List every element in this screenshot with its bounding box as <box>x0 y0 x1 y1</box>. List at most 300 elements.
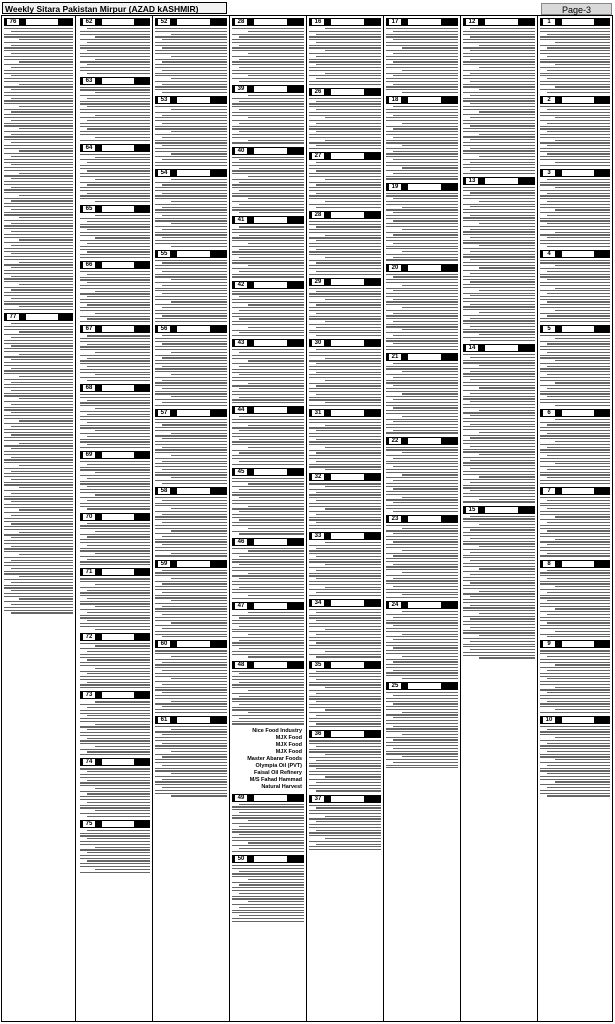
text-line <box>547 223 610 224</box>
text-line <box>540 466 610 467</box>
text-line <box>232 570 304 571</box>
text-line <box>87 659 150 660</box>
text-line <box>239 352 304 353</box>
text-line <box>540 712 610 713</box>
text-line <box>540 427 610 428</box>
notice-number: 39 <box>234 85 248 93</box>
text-line <box>232 394 304 395</box>
notice-bar-window <box>254 217 287 223</box>
text-line <box>87 436 150 437</box>
text-line <box>555 140 610 141</box>
text-line <box>393 564 458 565</box>
notice-number-bar <box>155 18 227 26</box>
text-line <box>386 759 458 760</box>
text-line <box>11 568 73 569</box>
text-line <box>547 123 610 124</box>
text-line <box>80 39 150 40</box>
text-line <box>4 445 73 446</box>
notice-bar-window <box>177 251 210 257</box>
text-line <box>155 625 227 626</box>
text-line <box>80 34 150 35</box>
text-line <box>386 201 458 202</box>
text-line <box>232 358 304 359</box>
text-line <box>4 248 73 249</box>
food-company-name: Olympia Oil (PVT) <box>255 762 302 769</box>
text-line <box>386 767 458 768</box>
text-line <box>248 95 304 96</box>
text-line <box>239 907 304 908</box>
legal-notice <box>80 77 150 141</box>
text-line <box>540 583 610 584</box>
text-line <box>393 458 458 459</box>
legal-notice <box>540 96 610 166</box>
text-line <box>232 262 304 263</box>
notice-number: 47 <box>234 602 248 610</box>
text-line <box>463 61 535 62</box>
notice-number: 62 <box>82 18 96 26</box>
text-line <box>386 455 458 456</box>
text-line <box>386 553 458 554</box>
notice-number-bar <box>80 384 150 392</box>
text-line <box>540 667 610 668</box>
notice-bar-window <box>408 354 441 360</box>
notice-bar-window <box>562 326 594 332</box>
legal-notice <box>232 468 304 535</box>
text-line <box>309 399 381 400</box>
notice-number: 6 <box>542 409 556 417</box>
text-line <box>11 382 73 383</box>
text-line <box>155 617 227 618</box>
newspaper-title: Weekly Sitara Pakistan Mirpur (AZAD kASHMIR) <box>2 2 227 14</box>
text-line <box>4 596 73 597</box>
text-line <box>309 137 381 138</box>
text-line <box>171 701 227 702</box>
text-line <box>232 237 304 238</box>
text-line <box>386 81 458 82</box>
text-line <box>402 712 458 713</box>
notice-number: 73 <box>82 691 96 699</box>
legal-notice <box>386 96 458 180</box>
text-line <box>386 405 458 406</box>
text-line <box>155 318 227 319</box>
text-line <box>171 109 227 110</box>
text-line <box>479 223 535 224</box>
text-line <box>155 781 227 782</box>
text-line <box>232 134 304 135</box>
text-line <box>80 87 150 88</box>
text-line <box>4 78 73 79</box>
text-line <box>386 539 458 540</box>
text-line <box>386 326 458 327</box>
text-line <box>239 332 304 333</box>
text-line <box>540 357 610 358</box>
text-line <box>232 503 304 504</box>
text-line <box>80 556 150 557</box>
text-line <box>540 156 610 157</box>
text-line <box>540 756 610 757</box>
text-line <box>463 474 535 475</box>
text-line <box>232 385 304 386</box>
text-line <box>386 645 458 646</box>
text-line <box>232 514 304 515</box>
text-line <box>87 620 150 621</box>
text-line <box>87 598 150 599</box>
text-line <box>239 564 304 565</box>
text-line <box>386 226 458 227</box>
text-line <box>232 684 304 685</box>
text-line <box>232 910 304 911</box>
text-line <box>155 321 227 322</box>
text-line <box>155 555 227 556</box>
text-line <box>80 863 150 864</box>
text-line <box>4 507 73 508</box>
notice-bar-window <box>562 488 594 494</box>
text-line <box>540 268 610 269</box>
text-line <box>316 184 381 185</box>
text-line <box>80 187 150 188</box>
text-line <box>386 731 458 732</box>
text-line <box>470 229 535 230</box>
text-line <box>232 78 304 79</box>
text-line <box>80 45 150 46</box>
text-line <box>463 109 535 110</box>
text-line <box>19 331 73 332</box>
notice-number: 75 <box>82 820 96 828</box>
text-line <box>309 506 381 507</box>
text-line <box>11 323 73 324</box>
text-line <box>386 575 458 576</box>
text-line <box>4 571 73 572</box>
text-line <box>316 56 381 57</box>
text-line <box>95 92 150 93</box>
text-line <box>393 53 458 54</box>
text-line <box>470 574 535 575</box>
text-line <box>463 39 535 40</box>
text-line <box>4 170 73 171</box>
text-line <box>540 165 610 166</box>
text-line <box>393 407 458 408</box>
text-line <box>11 337 73 338</box>
text-line <box>155 382 227 383</box>
text-line <box>309 682 381 683</box>
text-line <box>386 78 458 79</box>
text-line <box>479 245 535 246</box>
text-line <box>309 176 381 177</box>
notice-number-bar <box>309 730 381 738</box>
text-line <box>316 162 381 163</box>
text-line <box>232 637 304 638</box>
text-line <box>87 793 150 794</box>
text-line <box>11 404 73 405</box>
text-line <box>4 198 73 199</box>
text-line <box>316 522 381 523</box>
text-line <box>386 193 458 194</box>
notice-number-bar <box>309 339 381 347</box>
text-line <box>393 639 458 640</box>
text-line <box>155 355 227 356</box>
notice-bar-window <box>254 603 287 609</box>
text-line <box>248 528 304 529</box>
text-line <box>248 140 304 141</box>
text-line <box>155 232 227 233</box>
text-line <box>232 615 304 616</box>
text-line <box>393 647 458 648</box>
text-line <box>402 594 458 595</box>
text-line <box>80 405 150 406</box>
text-line <box>232 508 304 509</box>
text-line <box>463 53 535 54</box>
text-line <box>155 134 227 135</box>
legal-notice <box>4 18 73 310</box>
text-line <box>248 820 304 821</box>
text-line <box>309 497 381 498</box>
text-line <box>555 664 610 665</box>
text-line <box>248 483 304 484</box>
text-line <box>171 795 227 796</box>
notice-bar-window <box>177 717 210 723</box>
text-line <box>4 326 73 327</box>
text-line <box>11 253 73 254</box>
text-line <box>540 768 610 769</box>
text-line <box>95 788 150 789</box>
text-line <box>4 362 73 363</box>
notice-number: 24 <box>388 601 402 609</box>
notice-bar-window <box>102 385 134 391</box>
text-line <box>80 528 150 529</box>
text-line <box>325 179 381 180</box>
notice-bar-window <box>562 19 594 25</box>
text-line <box>309 743 381 744</box>
text-line <box>87 715 150 716</box>
text-line <box>386 653 458 654</box>
text-line <box>11 134 73 135</box>
legal-notice <box>155 487 227 557</box>
text-line <box>540 126 610 127</box>
text-line <box>80 103 150 104</box>
food-company-name: MJX Food <box>275 741 302 748</box>
text-line <box>463 98 535 99</box>
text-line <box>80 858 150 859</box>
text-line <box>80 425 150 426</box>
text-line <box>80 419 150 420</box>
text-line <box>162 215 227 216</box>
text-line <box>155 86 227 87</box>
text-line <box>316 768 381 769</box>
text-line <box>162 469 227 470</box>
text-line <box>4 42 73 43</box>
text-line <box>80 249 150 250</box>
text-line <box>540 313 610 314</box>
text-line <box>232 676 304 677</box>
text-line <box>316 42 381 43</box>
text-line <box>309 422 381 423</box>
text-line <box>386 254 458 255</box>
text-line <box>232 455 304 456</box>
text-line <box>309 631 381 632</box>
text-line <box>309 553 381 554</box>
text-line <box>155 480 227 481</box>
text-line <box>232 391 304 392</box>
text-line <box>155 653 227 654</box>
legal-notice <box>309 152 381 208</box>
text-line <box>248 198 304 199</box>
text-line <box>232 531 304 532</box>
text-line <box>80 615 150 616</box>
text-line <box>540 402 610 403</box>
notice-bar-window <box>102 145 134 151</box>
text-line <box>470 95 535 96</box>
notice-number-bar <box>309 795 381 803</box>
text-line <box>4 136 73 137</box>
text-line <box>232 157 304 158</box>
text-line <box>11 523 73 524</box>
text-line <box>4 504 73 505</box>
legal-notice <box>155 716 227 797</box>
text-line <box>155 218 227 219</box>
text-line <box>11 471 73 472</box>
text-line <box>232 918 304 919</box>
text-line <box>232 829 304 830</box>
text-line <box>540 790 610 791</box>
text-line <box>540 650 610 651</box>
text-line <box>479 524 535 525</box>
text-line <box>155 458 227 459</box>
text-line <box>239 893 304 894</box>
legal-notice <box>232 661 304 725</box>
legal-notice <box>80 384 150 448</box>
notice-number: 32 <box>311 473 325 481</box>
text-line <box>155 698 227 699</box>
text-line <box>80 506 150 507</box>
text-line <box>316 760 381 761</box>
text-line <box>479 657 535 658</box>
notice-bar-window <box>408 19 441 25</box>
text-line <box>393 257 458 258</box>
text-line <box>386 340 458 341</box>
text-line <box>470 170 535 171</box>
text-line <box>547 131 610 132</box>
text-line <box>386 338 458 339</box>
text-line <box>239 519 304 520</box>
text-line <box>393 541 458 542</box>
text-line <box>309 751 381 752</box>
text-line <box>80 648 150 649</box>
notice-number: 10 <box>542 716 556 724</box>
text-line <box>80 235 150 236</box>
text-line <box>463 407 535 408</box>
text-line <box>155 463 227 464</box>
text-line <box>80 626 150 627</box>
text-line <box>325 754 381 755</box>
notice-number: 59 <box>157 560 171 568</box>
text-line <box>309 464 381 465</box>
text-line <box>4 287 73 288</box>
text-line <box>248 690 304 691</box>
text-line <box>4 557 73 558</box>
text-line <box>87 486 150 487</box>
text-line <box>309 561 381 562</box>
text-line <box>155 190 227 191</box>
text-line <box>386 195 458 196</box>
text-line <box>155 740 227 741</box>
text-line <box>232 561 304 562</box>
text-line <box>171 553 227 554</box>
text-line <box>540 575 610 576</box>
text-line <box>547 374 610 375</box>
text-line <box>155 140 227 141</box>
text-line <box>547 787 610 788</box>
text-line <box>316 145 381 146</box>
notice-number: 57 <box>157 409 171 417</box>
text-line <box>540 503 610 504</box>
text-line <box>232 73 304 74</box>
text-line <box>540 341 610 342</box>
text-line <box>232 64 304 65</box>
text-line <box>232 436 304 437</box>
text-line <box>463 256 535 257</box>
text-line <box>80 302 150 303</box>
text-line <box>155 689 227 690</box>
text-line <box>19 420 73 421</box>
text-line <box>402 611 458 612</box>
text-line <box>540 497 610 498</box>
notice-number: 34 <box>311 599 325 607</box>
text-line <box>309 595 381 596</box>
text-line <box>162 193 227 194</box>
text-line <box>4 295 73 296</box>
text-line <box>155 341 227 342</box>
text-line <box>4 214 73 215</box>
text-line <box>232 162 304 163</box>
text-line <box>393 586 458 587</box>
text-line <box>87 830 150 831</box>
text-line <box>393 617 458 618</box>
text-line <box>155 126 227 127</box>
text-line <box>11 345 73 346</box>
text-line <box>232 179 304 180</box>
text-line <box>386 178 458 179</box>
text-line <box>155 737 227 738</box>
text-line <box>155 75 227 76</box>
text-line <box>80 807 150 808</box>
text-line <box>232 349 304 350</box>
text-line <box>463 270 535 271</box>
text-line <box>80 47 150 48</box>
text-line <box>463 521 535 522</box>
text-line <box>393 343 458 344</box>
text-line <box>162 70 227 71</box>
text-line <box>309 525 381 526</box>
legal-notice <box>309 599 381 657</box>
text-line <box>4 543 73 544</box>
legal-notice <box>309 473 381 529</box>
notice-bar-window <box>485 19 518 25</box>
text-line <box>463 571 535 572</box>
text-line <box>80 190 150 191</box>
text-line <box>470 596 535 597</box>
notice-bar-window <box>102 78 134 84</box>
notice-number: 18 <box>388 96 402 104</box>
text-line <box>171 656 227 657</box>
notice-number-bar <box>540 169 610 177</box>
text-line <box>155 393 227 394</box>
text-line <box>540 706 610 707</box>
text-line <box>309 450 381 451</box>
text-line <box>248 573 304 574</box>
text-line <box>540 81 610 82</box>
text-line <box>402 307 458 308</box>
text-line <box>325 117 381 118</box>
